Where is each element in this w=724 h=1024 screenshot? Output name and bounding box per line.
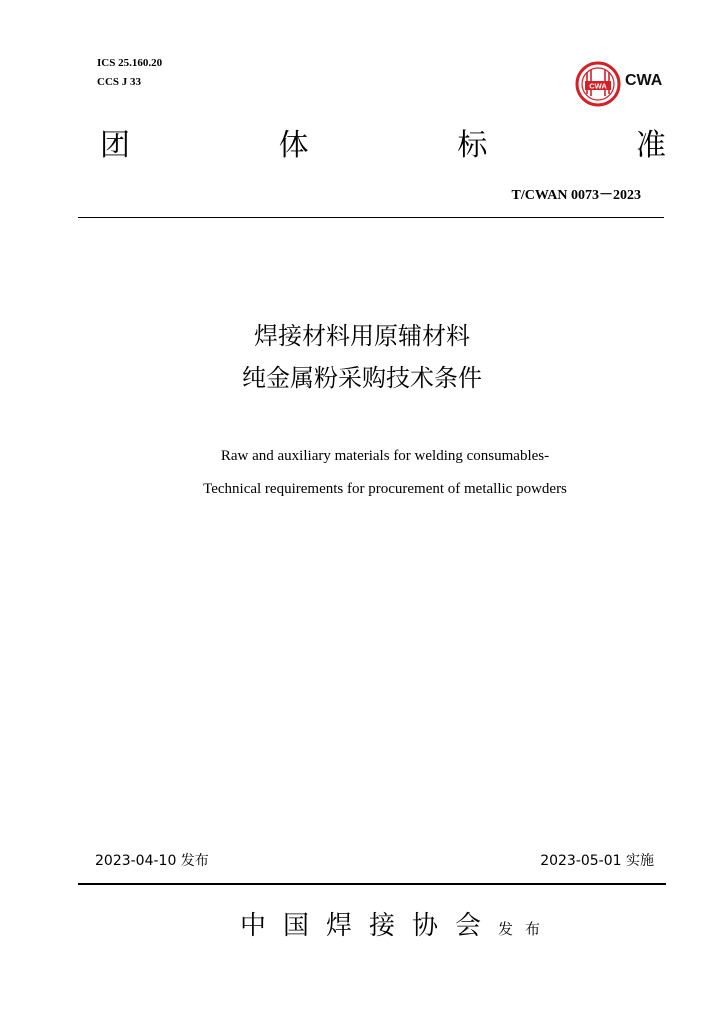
standard-type-char: 体 <box>278 128 309 163</box>
chinese-title-line-1: 焊接材料用原辅材料 <box>254 322 470 350</box>
ics-code: ICS 25.160.20 <box>97 57 163 69</box>
standard-type-char: 标 <box>457 128 488 163</box>
emblem-text: CWA <box>589 81 607 91</box>
publisher-suffix: 发布 <box>498 920 553 938</box>
publisher <box>240 905 552 942</box>
english-title <box>0 440 724 506</box>
implementation-date: 2023-05-01 实施 <box>540 853 654 869</box>
logo-text: CWA <box>625 72 663 89</box>
publish-date: 2023-04-10 发布 <box>95 853 209 869</box>
standard-number: T/CWAN 0073－2023 <box>511 188 641 203</box>
english-title-line-2: Technical requirements for procurement of metallic powders <box>203 481 567 497</box>
chinese-title <box>0 315 724 399</box>
standard-type-char: 团 <box>100 128 130 163</box>
standard-type <box>100 120 666 164</box>
ccs-code: CCS J 33 <box>97 76 142 88</box>
chinese-title-line-2: 纯金属粉采购技术条件 <box>242 364 482 392</box>
publisher-name: 中国焊接协会 <box>240 911 499 941</box>
cwa-emblem-icon <box>573 60 623 108</box>
bottom-divider <box>78 883 666 885</box>
standard-type-char: 准 <box>635 128 666 163</box>
english-title-line-1: Raw and auxiliary materials for welding consumables- <box>220 448 550 464</box>
cwa-logo <box>573 60 683 108</box>
top-divider <box>78 217 664 218</box>
